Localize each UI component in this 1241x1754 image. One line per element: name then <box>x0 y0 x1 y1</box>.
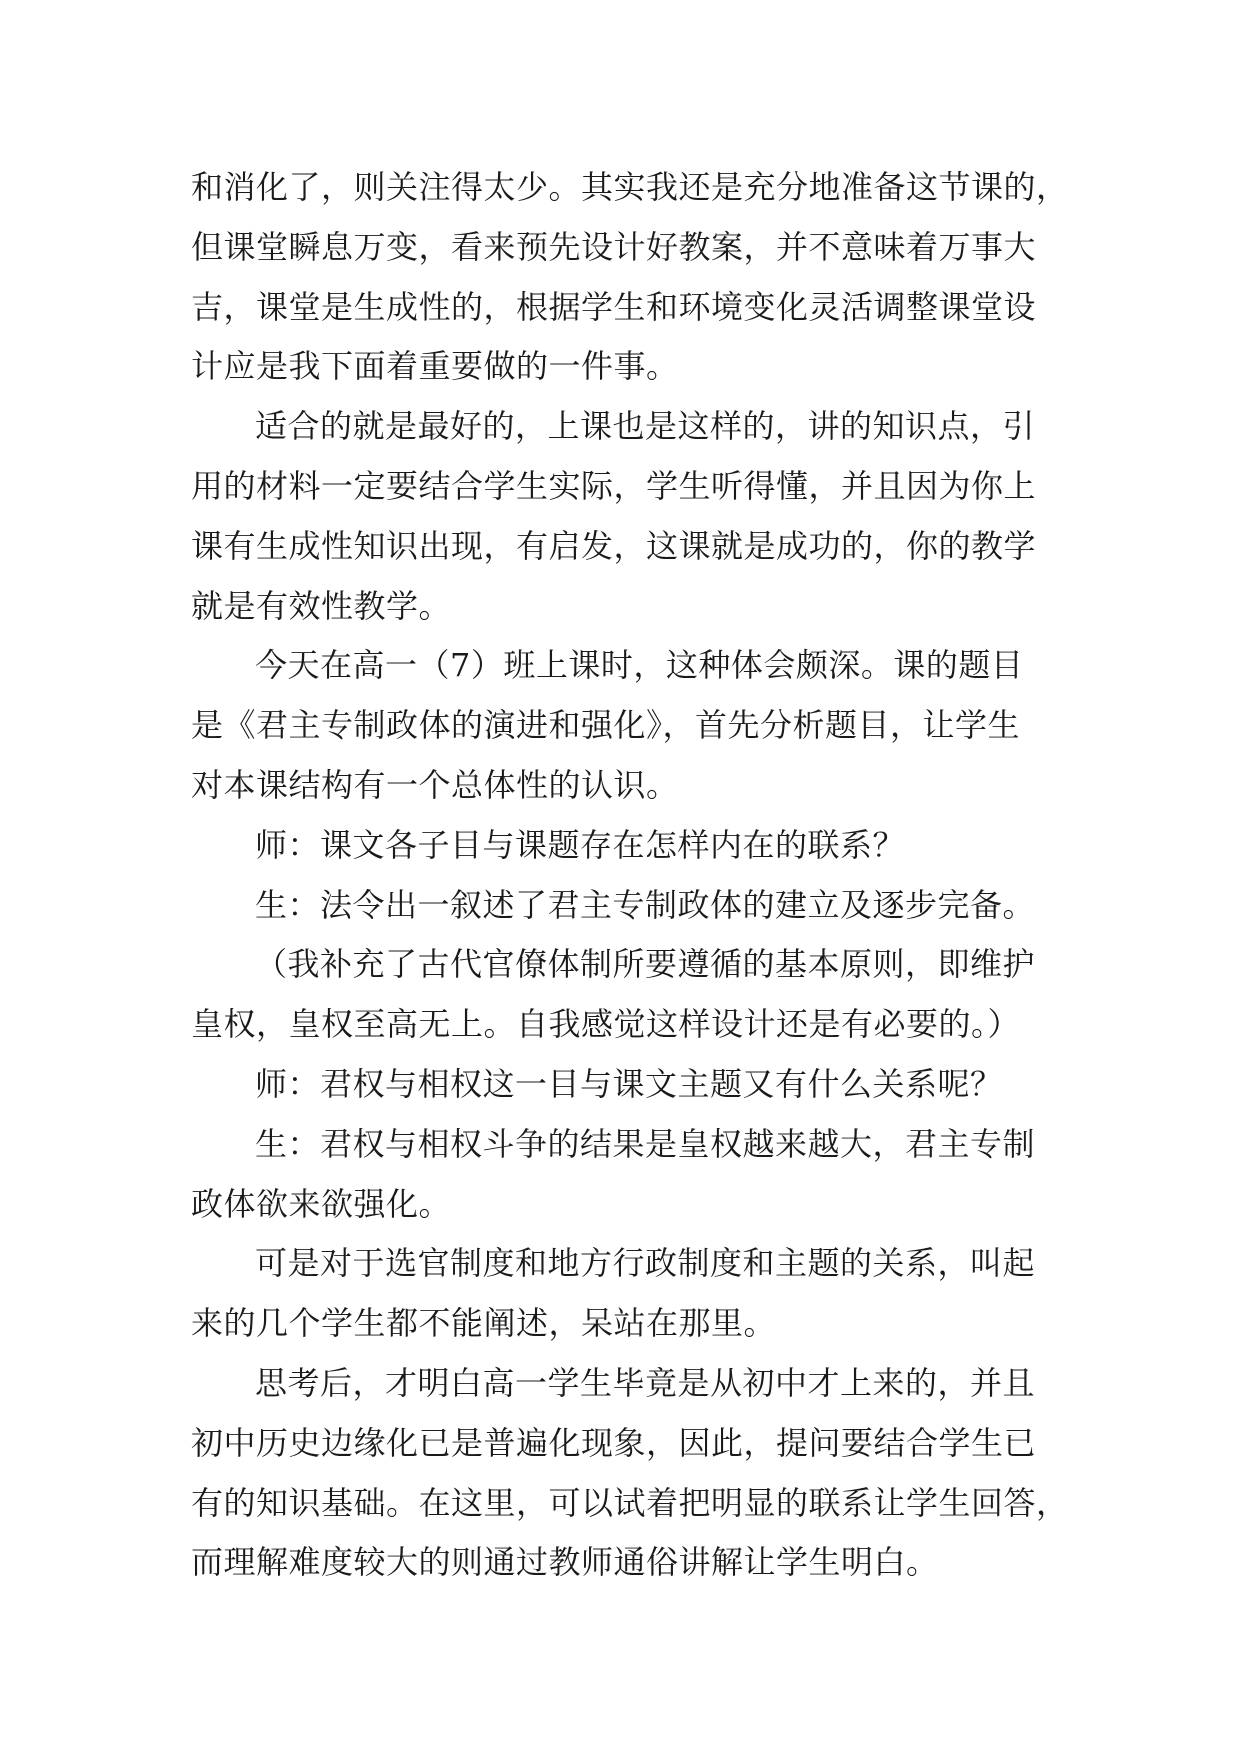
text-line: 生：法令出一叙述了君主专制政体的建立及逐步完备。 <box>255 885 1036 924</box>
text-line: 对本课结构有一个总体性的认识。 <box>191 765 679 804</box>
text-line: 课有生成性知识出现，有启发，这课就是成功的，你的教学 <box>191 526 1037 565</box>
text-line: 吉，课堂是生成性的，根据学生和环境变化灵活调整课堂设 <box>191 287 1037 326</box>
text-line: 是《君主专制政体的演进和强化》，首先分析题目，让学生 <box>191 706 1021 745</box>
text-line: 今天在高一（7）班上课时，这种体会颇深。课的题目 <box>255 646 1024 685</box>
text-line: 师：君权与相权这一目与课文主题又有什么关系呢？ <box>255 1064 1003 1103</box>
text-line: 思考后，才明白高一学生毕竟是从初中才上来的，并且 <box>255 1363 1036 1402</box>
text-line: 生：君权与相权斗争的结果是皇权越来越大，君主专制 <box>255 1124 1036 1163</box>
text-line: 师：课文各子目与课题存在怎样内在的联系？ <box>255 825 906 864</box>
text-line: 而理解难度较大的则通过教师通俗讲解让学生明白。 <box>191 1543 939 1582</box>
text-line: 来的几个学生都不能阐述，呆站在那里。 <box>191 1304 777 1343</box>
text-line: 计应是我下面着重要做的一件事。 <box>191 347 679 386</box>
text-line: 有的知识基础。在这里，可以试着把明显的联系让学生回答， <box>191 1483 1069 1522</box>
text-line: 皇权，皇权至高无上。自我感觉这样设计还是有必要的。） <box>191 1005 1021 1044</box>
text-line: 就是有效性教学。 <box>191 586 452 625</box>
text-line: 但课堂瞬息万变，看来预先设计好教案，并不意味着万事大 <box>191 227 1037 266</box>
text-line: 可是对于选官制度和地方行政制度和主题的关系，叫起 <box>255 1244 1036 1283</box>
document-body <box>191 158 1071 1593</box>
text-line: 政体欲来欲强化。 <box>191 1184 452 1223</box>
text-line: 用的材料一定要结合学生实际，学生听得懂，并且因为你上 <box>191 466 1037 505</box>
text-line: （我补充了古代官僚体制所要遵循的基本原则，即维护 <box>255 945 1036 984</box>
text-line: 和消化了，则关注得太少。其实我还是充分地准备这节课的， <box>191 168 1069 206</box>
text-line: 适合的就是最好的，上课也是这样的，讲的知识点，引 <box>255 407 1036 446</box>
text-line: 初中历史边缘化已是普遍化现象，因此，提问要结合学生已 <box>191 1423 1037 1462</box>
